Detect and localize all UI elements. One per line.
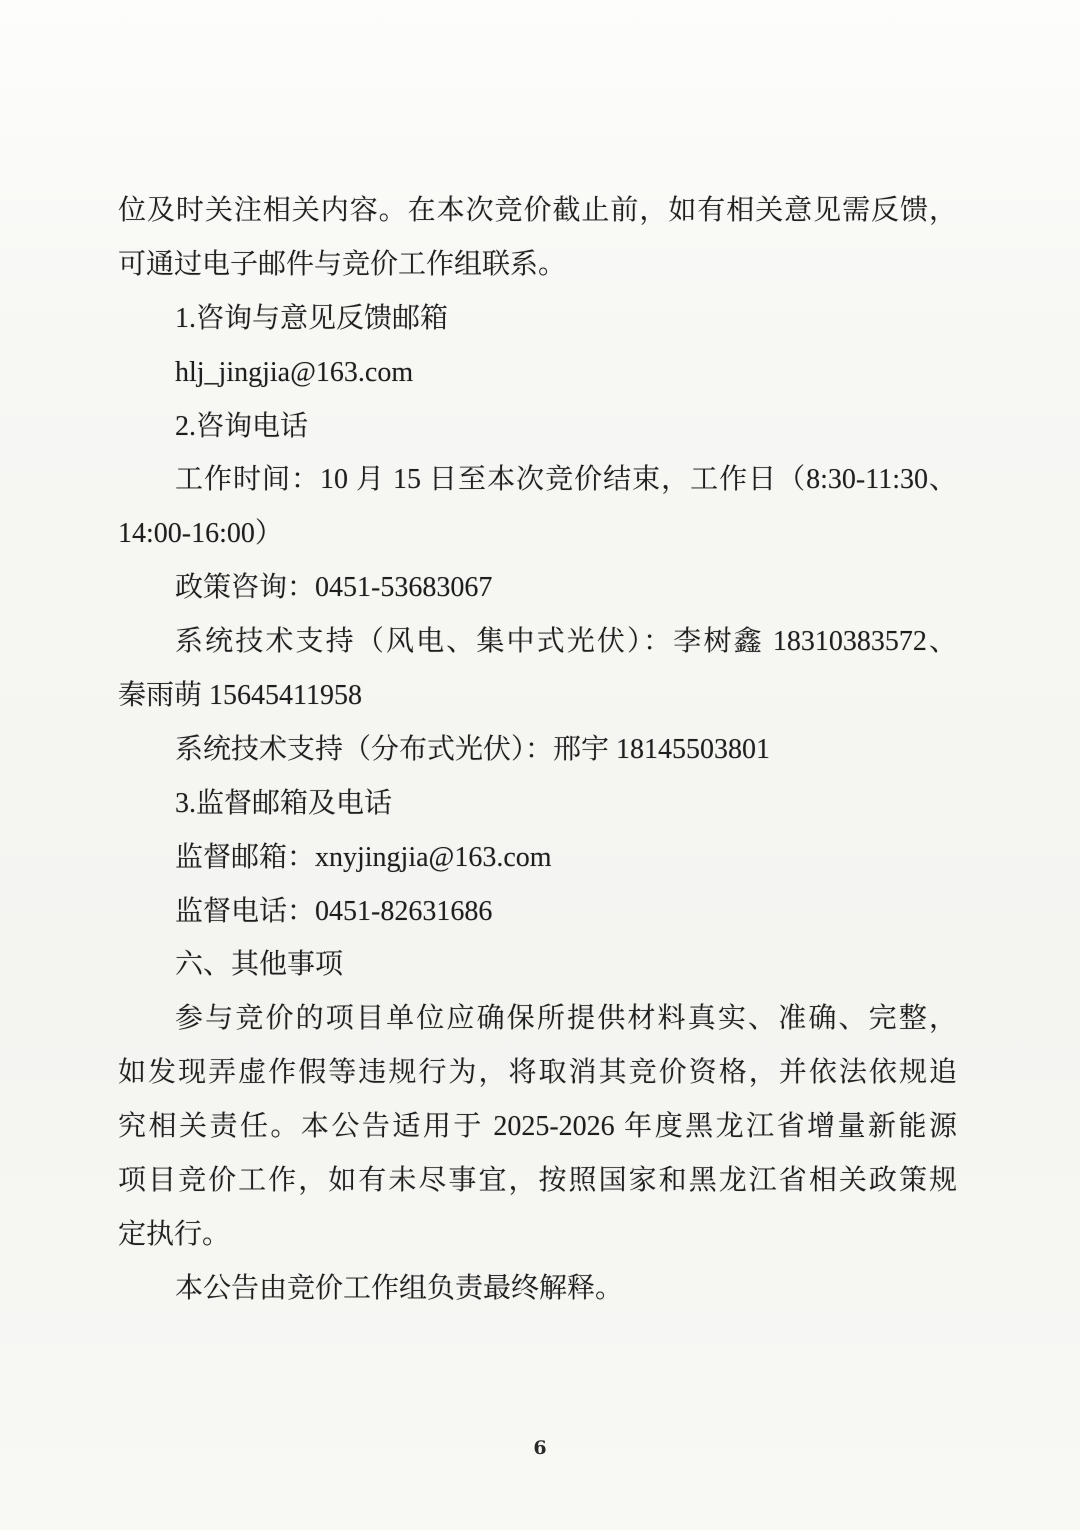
working-hours-line-1: 工作时间：10 月 15 日至本次竞价结束，工作日（8:30-11:30、 <box>175 464 957 496</box>
para-feedback-contact-line-2: 可通过电子邮件与竞价工作组联系。 <box>118 248 567 280</box>
other-matters-line-1: 参与竞价的项目单位应确保所提供材料真实、准确、完整， <box>175 1003 957 1035</box>
supervision-phone: 监督电话：0451-82631686 <box>175 895 493 927</box>
heading-other-matters: 六、其他事项 <box>175 949 344 981</box>
final-interpretation-note: 本公告由竞价工作组负责最终解释。 <box>175 1272 624 1304</box>
policy-consult-phone: 政策咨询：0451-53683067 <box>175 572 493 604</box>
document-body <box>118 184 957 1316</box>
tech-support-wind-central-pv-line-1: 系统技术支持（风电、集中式光伏）：李树鑫 18310383572、 <box>175 626 957 658</box>
para-feedback-contact-line-1: 位及时关注相关内容。在本次竞价截止前，如有相关意见需反馈， <box>118 195 957 226</box>
other-matters-line-4: 项目竞价工作，如有未尽事宜，按照国家和黑龙江省相关政策规 <box>118 1165 957 1197</box>
other-matters-line-2: 如发现弄虚作假等违规行为，将取消其竞价资格，并依法依规追 <box>118 1057 957 1089</box>
heading-consult-phone: 2.咨询电话 <box>175 410 309 442</box>
heading-consult-feedback-mailbox: 1.咨询与意见反馈邮箱 <box>175 302 449 334</box>
other-matters-line-5: 定执行。 <box>118 1218 231 1250</box>
consult-feedback-email: hlj_jingjia@163.com <box>175 356 414 388</box>
other-matters-line-3: 究相关责任。本公告适用于 2025-2026 年度黑龙江省增量新能源 <box>118 1111 957 1143</box>
working-hours-line-2: 14:00-16:00） <box>118 518 283 550</box>
heading-supervision-mailbox-phone: 3.监督邮箱及电话 <box>175 787 393 819</box>
supervision-email: 监督邮箱：xnyjingjia@163.com <box>175 841 552 873</box>
page-number: 6 <box>533 1437 547 1459</box>
tech-support-wind-central-pv-line-2: 秦雨萌 15645411958 <box>118 680 362 712</box>
tech-support-distributed-pv: 系统技术支持（分布式光伏）：邢宇 18145503801 <box>175 733 771 765</box>
